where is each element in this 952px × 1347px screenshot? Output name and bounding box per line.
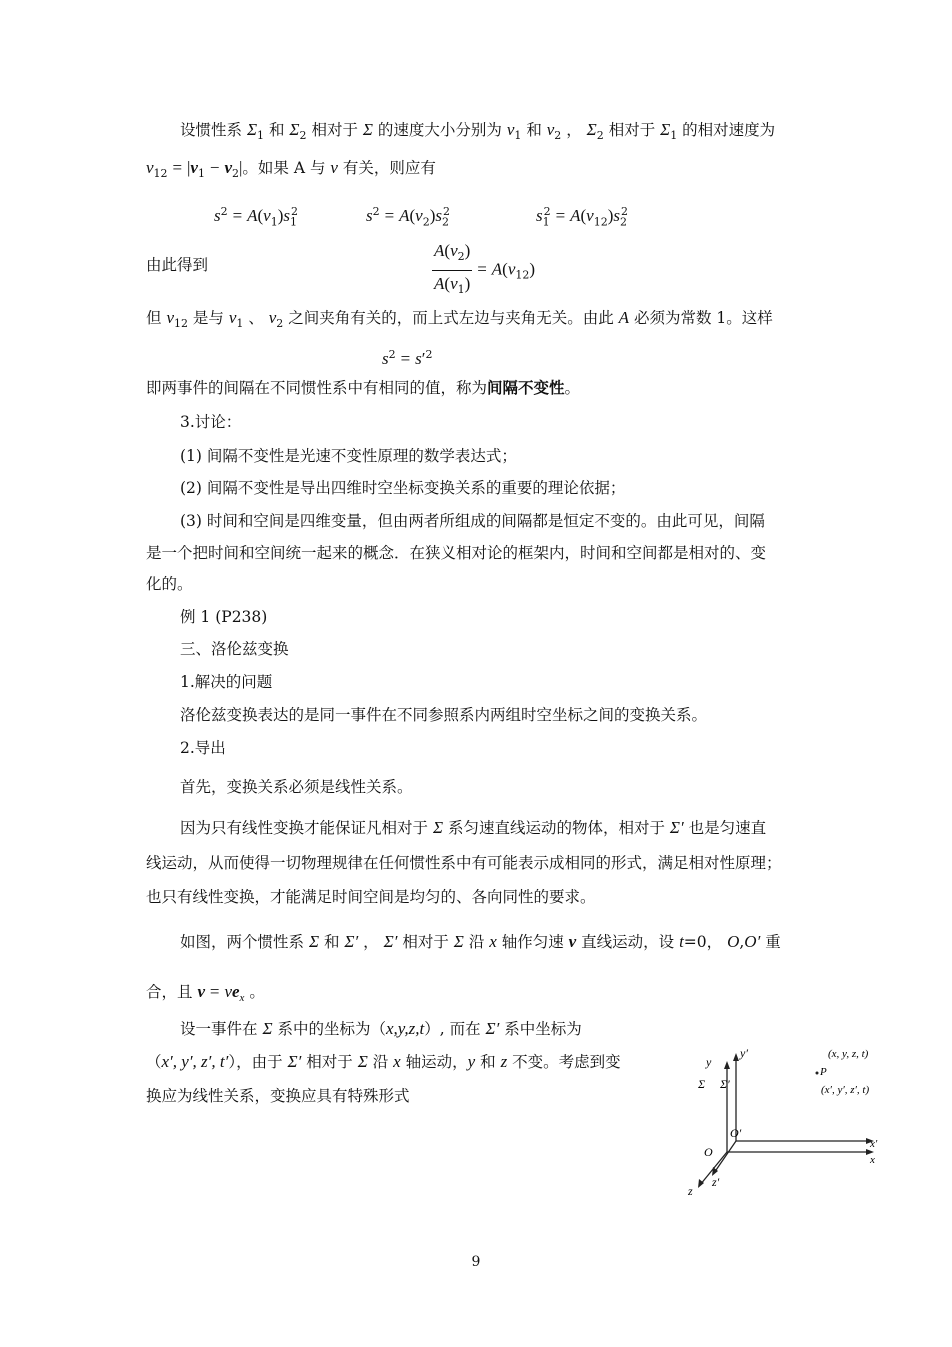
example-ref: 例 1 (P238): [180, 608, 268, 626]
equation-2: $s^2 = A(v_2)s_2^2$: [366, 205, 450, 229]
section-heading-lorentz: 三、洛伦兹变换: [180, 640, 289, 658]
paragraph-angle: 但 $v_{12}$ 是与 $v_1$ 、 $v_2$ 之间夹角有关的，而上式左边与夹角无关。由此 A 必须为常数 1。这样: [146, 308, 773, 331]
paragraph-event-2: （x′, y′, z′, t′），由于 Σ′ 相对于 Σ 沿 x 轴运动，y 和 z 不变。考虑到变: [146, 1052, 621, 1071]
paragraph-event-3: 换应为线性关系，变换应具有特殊形式: [146, 1087, 410, 1105]
label-y: y: [706, 1055, 712, 1069]
paragraph-reason-1: 因为只有线性变换才能保证凡相对于 Σ 系匀速直线运动的物体，相对于 Σ′ 也是匀速直: [180, 818, 767, 837]
label-coords-prime: (x′, y′, z′, t): [821, 1084, 870, 1096]
equation-ratio: $\frac{A(v_2)}{A(v_1)}$ = $A(v_{12})$: [434, 241, 536, 297]
paragraph-reason-3: 也只有线性变换，才能满足时间空间是均匀的、各向同性的要求。: [146, 888, 596, 906]
discussion-item-2: (2) 间隔不变性是导出四维时空坐标变换关系的重要的理论依据；: [180, 479, 626, 497]
paragraph-velocities: 设惯性系 $\Sigma_1$ 和 $\Sigma_2$ 相对于 Σ 的速度大小分别为 $v_1$ 和 $v_2$ ， $\Sigma_2$ 相对于 $\Sigma_1$ 的相对速度为: [180, 120, 776, 143]
label-sigma: Σ: [698, 1077, 706, 1091]
label-x: x: [870, 1154, 875, 1166]
paragraph-lorentz-def: 洛伦兹变换表达的是同一事件在不同参照系内两组时空坐标之间的变换关系。: [180, 706, 708, 724]
paragraph-event-1: 设一事件在 Σ 系中的坐标为（x,y,z,t）, 而在 Σ′ 系中坐标为: [180, 1019, 582, 1038]
reference-frames-figure: [680, 1035, 900, 1210]
label-z: z: [688, 1184, 693, 1198]
label-point: P: [820, 1066, 827, 1078]
equation-1: $s^2 = A(v_1)s_1^2$: [214, 205, 298, 229]
subheading-derivation: 2.导出: [180, 739, 226, 757]
equation-3: $s_1^2 = A(v_{12})s_2^2$: [536, 205, 628, 229]
paragraph-velocity-vector: 合，且 $v = ve_x$ 。: [146, 982, 265, 1005]
term-interval-invariance: 间隔不变性: [487, 378, 565, 397]
paragraph-linear: 首先，变换关系必须是线性关系。: [180, 778, 413, 796]
label-origin: O: [704, 1145, 713, 1159]
discussion-item-1: (1) 间隔不变性是光速不变性原理的数学表达式；: [180, 447, 517, 465]
label-origin-prime: O′: [730, 1126, 742, 1140]
paragraph-interval: 即两事件的间隔在不同惯性系中有相同的值，称为间隔不变性。: [146, 378, 581, 397]
discussion-item-3b: 是一个把时间和空间统一起来的概念．在狭义相对论的框架内，时间和空间都是相对的、变: [146, 544, 767, 562]
paragraph-figure-intro: 如图，两个惯性系 Σ 和 Σ′ ， Σ′ 相对于 Σ 沿 x 轴作匀速 v 直线运动，设 t=0， O,O′ 重: [180, 932, 781, 951]
subheading-problem: 1.解决的问题: [180, 673, 273, 691]
label-coords: (x, y, z, t): [828, 1048, 869, 1060]
z-prime-axis: [714, 1141, 736, 1173]
label-z-prime: z′: [712, 1175, 720, 1189]
label-x-prime: x′: [870, 1138, 878, 1150]
paragraph-reason-2: 线运动，从而使得一切物理规律在任何惯性系中有可能表示成相同的形式，满足相对性原理；: [146, 854, 782, 872]
paragraph-relative-velocity: $v_{12} = |v_1 - v_2|$。如果 A 与 v 有关，则应有: [146, 158, 436, 181]
equation-invariant: $s^2 = s'^2$: [382, 348, 433, 369]
event-point-icon: [816, 1072, 819, 1075]
label-y-prime: y′: [740, 1046, 748, 1060]
discussion-item-3a: (3) 时间和空间是四维变量，但由两者所组成的间隔都是恒定不变的。由此可见，间隔: [180, 512, 765, 530]
y-arrow-icon: [724, 1061, 730, 1069]
y-prime-arrow-icon: [733, 1053, 739, 1061]
discussion-item-3c: 化的。: [146, 575, 193, 593]
page-number: 9: [471, 1254, 481, 1270]
label-thus: 由此得到: [146, 256, 209, 274]
label-sigma-prime: Σ′: [720, 1077, 730, 1091]
heading-discussion: 3.讨论：: [180, 413, 242, 431]
